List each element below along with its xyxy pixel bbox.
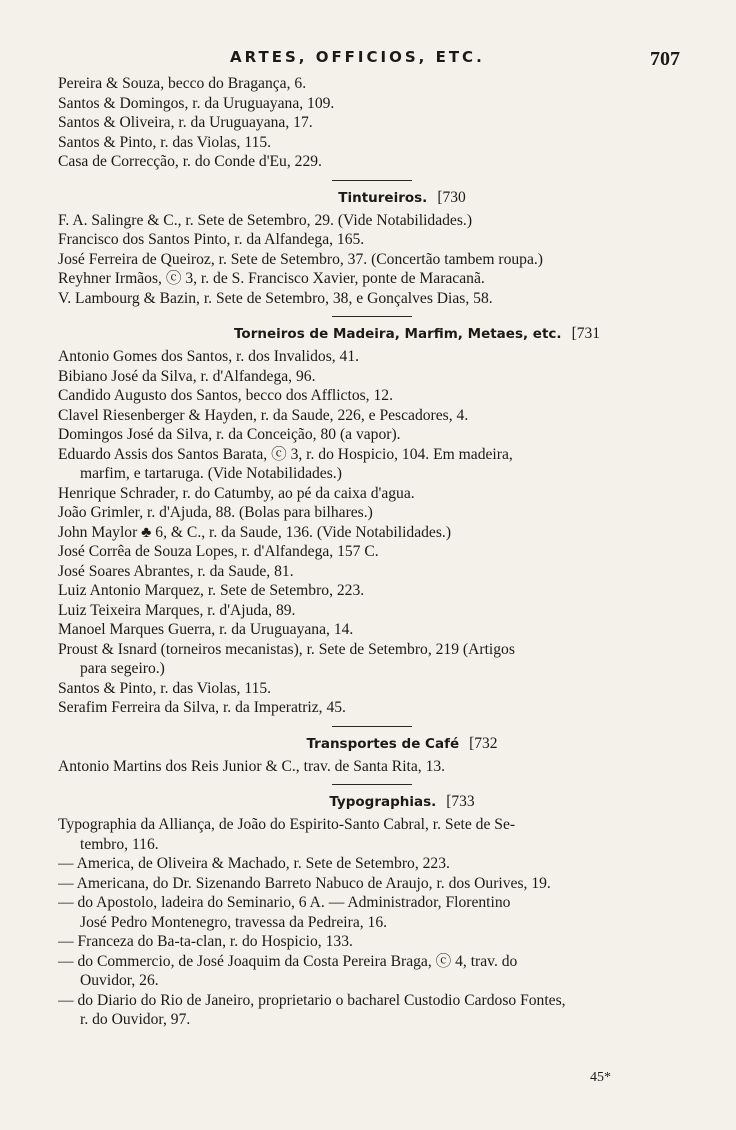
entry-line: Typographia da Alliança, de João do Espirito-Santo Cabral, r. Sete de Se- <box>58 816 516 833</box>
running-title: ARTES, OFFICIOS, ETC. <box>230 48 485 66</box>
entry-line: Antonio Gomes dos Santos, r. dos Invalidos, 41. <box>58 348 360 365</box>
entry-line: Manoel Marques Guerra, r. da Uruguayana, 14. <box>58 621 354 638</box>
section-divider <box>332 726 412 727</box>
section-transportes <box>58 757 686 777</box>
entry-line: Santos & Domingos, r. da Uruguayana, 109. <box>58 94 335 112</box>
entry-line: — America, de Oliveira & Machado, r. Sete de Setembro, 223. <box>58 855 450 872</box>
entry-line: João Grimler, r. d'Ajuda, 88. (Bolas para bilhares.) <box>58 504 373 521</box>
entry-line: Domingos José da Silva, r. da Conceição, 80 (a vapor). <box>58 426 401 443</box>
entry-line: Clavel Riesenberger & Hayden, r. da Saude, 226, e Pescadores, 4. <box>58 406 469 424</box>
entry-line: F. A. Salingre & C., r. Sete de Setembro, 29. (Vide Notabilidades.) <box>58 211 473 229</box>
section-code: [730 <box>437 188 466 206</box>
entry-line-continuation: José Pedro Montenegro, travessa da Pedreira, 16. <box>80 913 388 931</box>
page-number: 707 <box>650 48 680 70</box>
entry-line-continuation: tembro, 116. <box>80 835 159 853</box>
entry-line: José Ferreira de Queiroz, r. Sete de Setembro, 37. (Concertão tambem roupa.) <box>58 250 543 268</box>
entry-line-continuation: Ouvidor, 26. <box>80 972 159 989</box>
section-divider <box>332 316 412 317</box>
entry-line: — do Commercio, de José Joaquim da Costa Pereira Braga, ⓒ 4, trav. do <box>58 952 518 970</box>
entry-line-continuation: r. do Ouvidor, 97. <box>80 1011 191 1028</box>
section-title: Tintureiros. <box>338 189 428 206</box>
section-code: [731 <box>571 325 600 342</box>
signature-mark: 45* <box>590 1070 611 1085</box>
entry-line: Candido Augusto dos Santos, becco dos Afflictos, 12. <box>58 387 393 404</box>
entry-line: — Americana, do Dr. Sizenando Barreto Nabuco de Araujo, r. dos Ourives, 19. <box>58 874 551 892</box>
section-heading-torneiros <box>148 324 686 344</box>
section-title: Typographias. <box>329 794 437 810</box>
entry-line: Henrique Schrader, r. do Catumby, ao pé da caixa d'agua. <box>58 484 415 502</box>
entry-line: Luiz Antonio Marquez, r. Sete de Setembro, 223. <box>58 582 365 599</box>
entry-line: José Soares Abrantes, r. da Saude, 81. <box>58 562 294 580</box>
section-title: Transportes de Café <box>306 735 460 752</box>
section-heading-transportes <box>118 734 686 754</box>
entry-line: José Corrêa de Souza Lopes, r. d'Alfandega, 157 C. <box>58 543 379 560</box>
entry-line: — do Apostolo, ladeira do Seminario, 6 A. — Administrador, Florentino <box>58 894 511 911</box>
section-divider <box>332 784 412 785</box>
entry-line: Luiz Teixeira Marques, r. d'Ajuda, 89. <box>58 601 296 619</box>
entry-line-continuation: para segeiro.) <box>80 660 165 677</box>
entry-line: Eduardo Assis dos Santos Barata, ⓒ 3, r. do Hospicio, 104. Em madeira, <box>58 445 513 463</box>
section-title: Torneiros de Madeira, Marfim, Metaes, etc. <box>234 326 562 342</box>
section-code: [732 <box>469 734 498 752</box>
entry-line: Santos & Pinto, r. das Violas, 115. <box>58 679 272 697</box>
entry-line: Santos & Oliveira, r. da Uruguayana, 17. <box>58 114 313 131</box>
section-typographias <box>58 815 686 1030</box>
entry-line: Proust & Isnard (torneiros mecanistas), r. Sete de Setembro, 219 (Artigos <box>58 640 515 658</box>
entry-line: Bibiano José da Silva, r. d'Alfandega, 96. <box>58 367 316 385</box>
section-tintureiros <box>58 211 686 309</box>
entry-line-continuation: marfim, e tartaruga. (Vide Notabilidades.) <box>80 465 342 482</box>
entry-line: Santos & Pinto, r. das Violas, 115. <box>58 133 272 151</box>
running-head <box>0 48 736 74</box>
entry-line: Reyhner Irmãos, ⓒ 3, r. de S. Francisco Xavier, ponte de Maracanã. <box>58 270 485 287</box>
entry-line: Serafim Ferreira da Silva, r. da Imperatriz, 45. <box>58 699 346 716</box>
entry-line: John Maylor ♣ 6, & C., r. da Saude, 136. (Vide Notabilidades.) <box>58 523 452 541</box>
section-heading-tintureiros <box>118 188 686 208</box>
entry-line: — do Diario do Rio de Janeiro, proprietario o bacharel Custodio Cardoso Fontes, <box>58 991 566 1009</box>
entry-line: — Franceza do Ba-ta-clan, r. do Hospicio, 133. <box>58 933 353 950</box>
section-divider <box>332 180 412 181</box>
entry-line: Francisco dos Santos Pinto, r. da Alfandega, 165. <box>58 231 365 248</box>
entry-line: Antonio Martins dos Reis Junior & C., trav. de Santa Rita, 13. <box>58 757 446 775</box>
entry-line: V. Lambourg & Bazin, r. Sete de Setembro, 38, e Gonçalves Dias, 58. <box>58 289 493 307</box>
entry-line: Pereira & Souza, becco do Bragança, 6. <box>58 75 307 92</box>
section-heading-typographias <box>118 792 686 812</box>
section-torneiros <box>58 347 686 718</box>
page-content <box>58 74 686 1030</box>
section-code: [733 <box>446 793 475 810</box>
continued-entries <box>58 74 686 172</box>
entry-line: Casa de Correcção, r. do Conde d'Eu, 229. <box>58 153 322 170</box>
